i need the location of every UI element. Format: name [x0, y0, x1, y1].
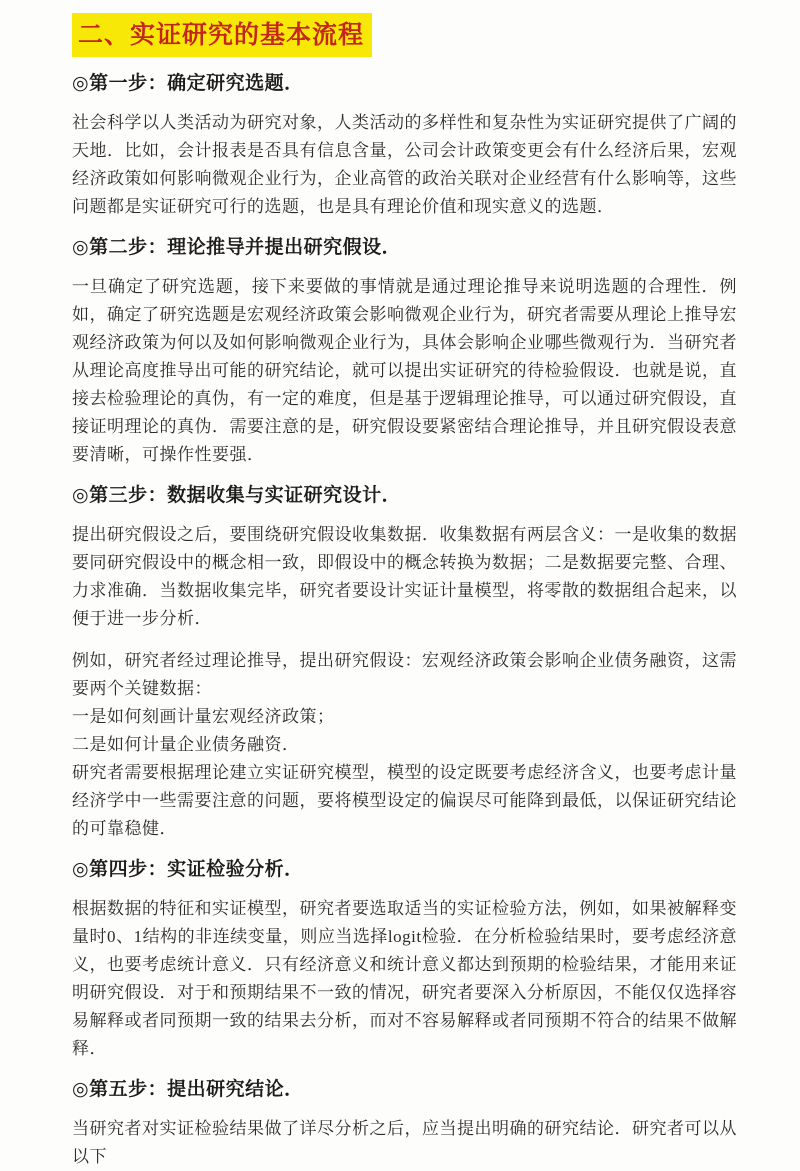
paragraph-step-1: 社会科学以人类活动为研究对象，人类活动的多样性和复杂性为实证研究提供了广阔的天地．比如，会计报表是否具有信息含量，公司会计政策变更会有什么经济后果，宏观经济政策如何影响微观企业行为，企业高管的政治关联对企业经营有什么影响等，这些问题都是实证研究可行的选题，也是具有理论价值和现实意义的选题． [72, 113, 737, 216]
paragraph-step-5-truncated: 当研究者对实证检验结果做了详尽分析之后，应当提出明确的研究结论．研究者可以从以下 [72, 1119, 737, 1166]
paragraph-step-2: 一旦确定了研究选题，接下来要做的事情就是通过理论推导来说明选题的合理性．例如，确定了研究选题是宏观经济政策会影响微观企业行为，研究者需要从理论上推导宏观经济政策为何以及如何影响微观企业行为，具体会影响企业哪些微观行为．当研究者从理论高度推导出可能的研究结论，就可以提出实证研究的待检验假设．也就是说，直接去检验理论的真伪，有一定的难度，但是基于逻辑理论推导，可以通过研究假设，直接证明理论的真伪．需要注意的是，研究假设要紧密结合理论推导，并且研究假设表意要清晰，可操作性要强． [72, 277, 737, 464]
section-heading-step-3: ◎第三步：数据收集与实证研究设计． [72, 485, 402, 506]
section-heading-step-1: ◎第一步：确定研究选题． [72, 73, 304, 94]
section-heading-step-5: ◎第五步：提出研究结论． [72, 1079, 304, 1100]
page-title [72, 13, 737, 57]
page-title-highlight: 二、实证研究的基本流程 [72, 13, 372, 57]
section-heading-step-2: ◎第二步：理论推导并提出研究假设． [72, 237, 402, 258]
example-outro: 研究者需要根据理论建立实证研究模型，模型的设定既要考虑经济含义，也要考虑计量经济学中一些需要注意的问题，要将模型设定的偏误尽可能降到最低，以保证研究结论的可靠稳健． [72, 763, 737, 838]
paragraph-step-3-example [72, 647, 737, 843]
paragraph-step-4: 根据数据的特征和实证模型，研究者要选取适当的实证检验方法，例如，如果被解释变量时0、1结构的非连续变量，则应当选择logit检验．在分析检验结果时，要考虑经济意义，也要考虑统计意义．只有经济意义和统计意义都达到预期的检验结果，才能用来证明研究假设．对于和预期结果不一致的情况，研究者要深入分析原因，不能仅仅选择容易解释或者同预期一致的结果去分析，而对不容易解释或者同预期不符合的结果不做解释． [72, 899, 737, 1058]
example-item-2: 二是如何计量企业债务融资． [72, 735, 300, 754]
paragraph-step-3-data-collection: 提出研究假设之后，要围绕研究假设收集数据．收集数据有两层含义：一是收集的数据要同研究假设中的概念相一致，即假设中的概念转换为数据；二是数据要完整、合理、力求准确．当数据收集完毕，研究者要设计实证计量模型，将零散的数据组合起来，以便于进一步分析． [72, 525, 737, 628]
example-intro: 例如，研究者经过理论推导，提出研究假设：宏观经济政策会影响企业债务融资，这需要两个关键数据： [72, 651, 737, 698]
example-item-1: 一是如何刻画计量宏观经济政策； [72, 707, 335, 726]
section-heading-step-4: ◎第四步：实证检验分析． [72, 859, 304, 880]
